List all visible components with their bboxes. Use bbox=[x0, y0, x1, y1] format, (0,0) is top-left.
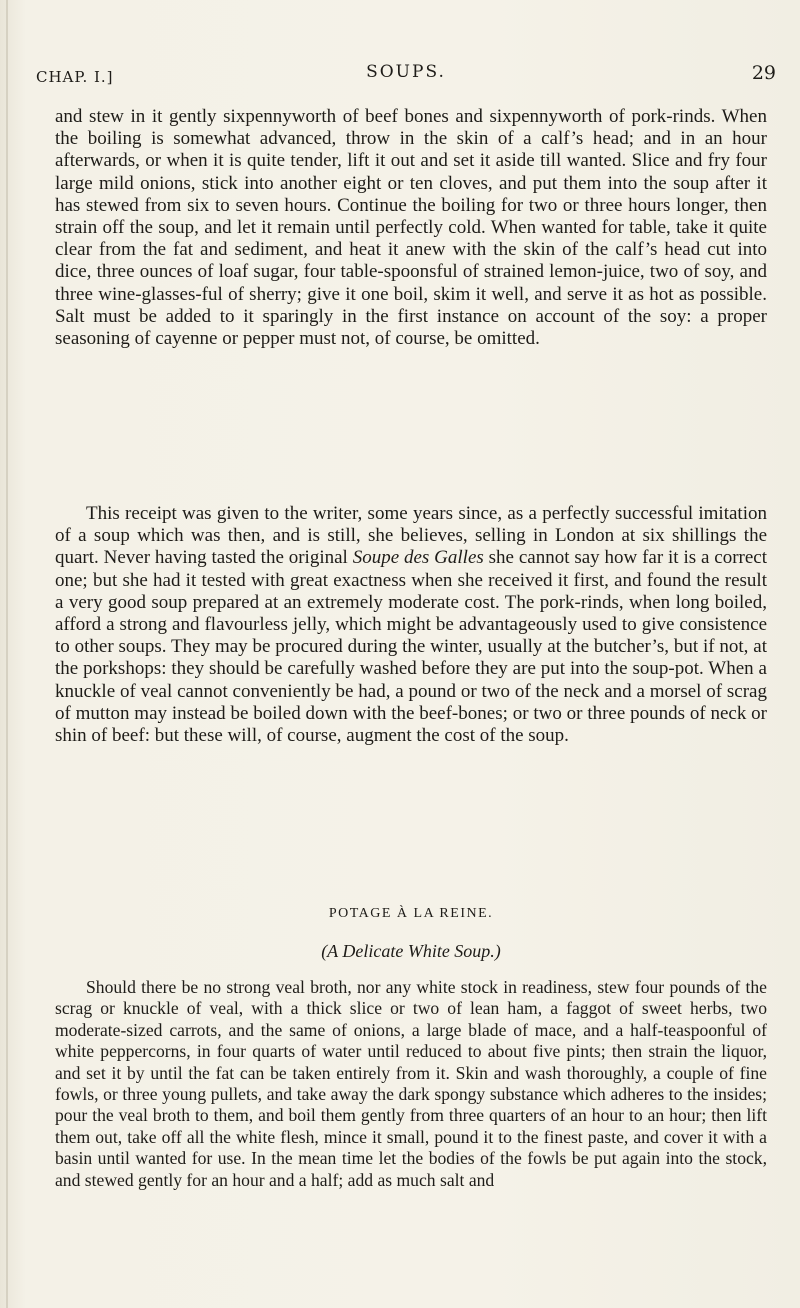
paragraph-calfs-head-soup bbox=[55, 106, 767, 350]
italic-soup-name: Soupe des Galles bbox=[352, 547, 484, 569]
paragraph-receipt-note bbox=[55, 503, 767, 747]
paragraph-potage-a-la-reine bbox=[55, 977, 767, 1191]
paragraph-text: Should there be no strong veal broth, nor any white stock in readiness, stew four pounds of the scrag or knuckle of veal, with a thick slice or two of lean ham, a faggot of sweet herbs, two moderate-sized carrots, and the same of onions, a large blade of mace, and a half-teaspoonful of white peppercorns, in four quarts of water until reduced to about five pints; then strain the liquor, and set it by until the fat can be taken entirely from it. Skin and wash thoroughly, a couple of fine fowls, or three young pullets, and take away the dark spongy substance which adheres to the insides; pour the veal broth to them, and boil them gently from three quarters of an hour to an hour; then lift them out, take off all the white flesh, mince it small, pound it to the finest paste, and cover it with a basin until wanted for use. In the mean time let the bodies of the fowls be put again into the stock, and stewed gently for an hour and a half; add as much salt and bbox=[55, 977, 767, 1190]
paragraph-text bbox=[55, 503, 767, 747]
page-gutter bbox=[6, 0, 8, 1308]
paragraph-text-start: This receipt was given to the writer, some years since, as a perfectly successful imitation of a soup which was then, and is still, she believes, selling in London at six shillings the quart. Never having tasted the original bbox=[55, 503, 767, 569]
running-title: SOUPS. bbox=[366, 62, 446, 82]
recipe-subtitle: (A Delicate White Soup.) bbox=[321, 941, 501, 961]
running-header bbox=[36, 62, 776, 92]
paragraph-text-end: she cannot say how far it is a correct one; but she had it tested with great exactness when she received it first, and found the result a very good soup prepared at an extremely moderate cost. The pork-rinds, when long boiled, afford a strong and flavourless jelly, which might be advantageously used to give consistence to other soups. They may be procured during the winter, usually at the butcher’s, but if not, at the porkshops: they should be carefully washed before they are put into the soup-pot. When a knuckle of veal cannot conveniently be had, a pound or two of the neck and a morsel of scrag of mutton may instead be boiled down with the beef-bones; or two or three pounds of neck or shin of beef: but these will, of course, augment the cost of the soup. bbox=[55, 547, 767, 747]
recipe-title: POTAGE À LA REINE. bbox=[328, 906, 494, 921]
chapter-label: CHAP. I.] bbox=[36, 68, 114, 86]
paragraph-text: and stew in it gently sixpennyworth of beef bones and sixpennyworth of pork-rinds. When the boiling is somewhat advanced, throw in the skin of a calf’s head; and in an hour afterwards, or when it is quite tender, lift it out and set it aside till wanted. Slice and fry four large mild onions, stick into another eight or ten cloves, and put them into the soup after it has stewed from six to seven hours. Continue the boiling for two or three hours longer, then strain off the soup, and let it remain until perfectly cold. When wanted for table, take it quite clear from the fat and sediment, and heat it anew with the skin of the calf’s head cut into dice, three ounces of loaf sugar, four table-spoonsful of strained lemon-juice, two of soy, and three wine-glasses-ful of sherry; give it one boil, skim it well, and serve it as hot as possible. Salt must be added to it sparingly in the first instance on account of the soy: a proper seasoning of cayenne or pepper must not, of course, be omitted. bbox=[55, 106, 767, 350]
page-number: 29 bbox=[751, 62, 776, 84]
